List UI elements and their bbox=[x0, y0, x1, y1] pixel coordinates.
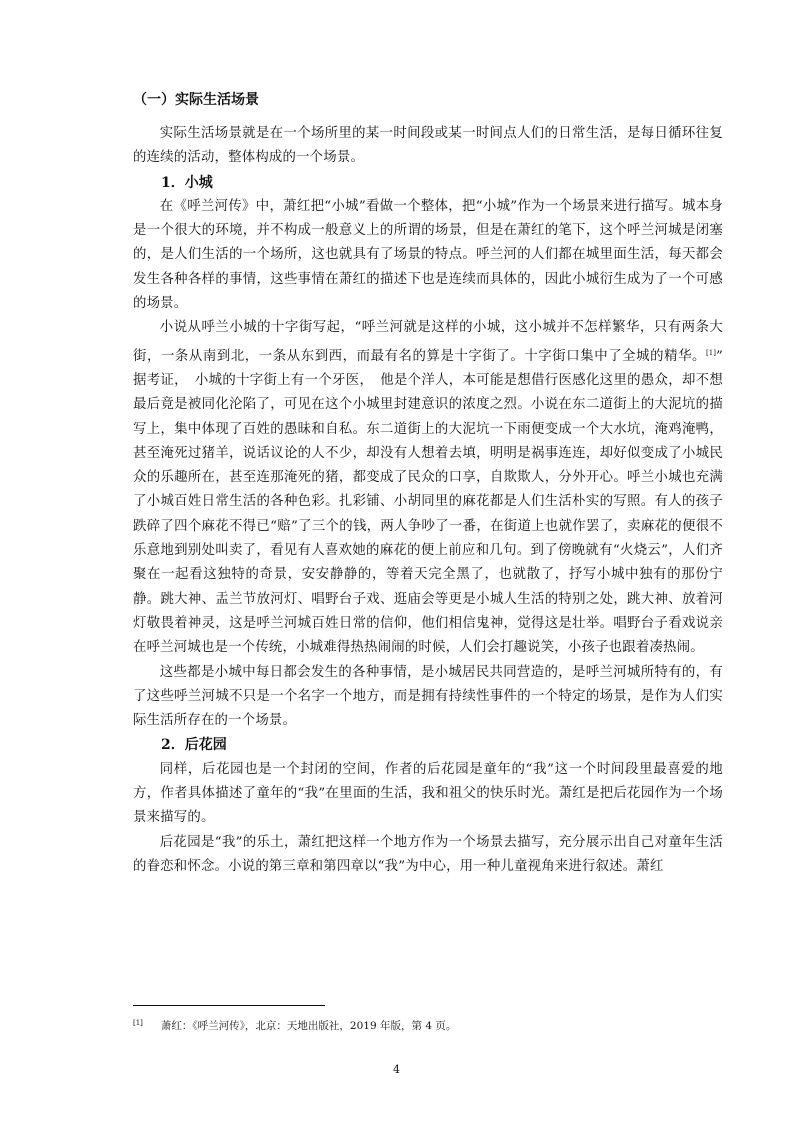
footnote-text: 萧红：《呼兰河传》，北京：天地出版社，2019 年版，第 4 页。 bbox=[160, 1020, 457, 1032]
paragraph-small-town-2-part-a: 小说从呼兰小城的十字街写起，“呼兰河就是这样的小城，这小城并不怎样繁华，只有两条大街，一条从南到北，一条从东到西，而最有名的算是十字街了。十字街口集中了全城的精华。 bbox=[133, 320, 723, 364]
page-body bbox=[133, 88, 737, 879]
intro-paragraph: 实际生活场景就是在一个场所里的某一时间段或某一时间点人们的日常生活，是每日循环往复的连续的活动，整体构成的一个场景。 bbox=[133, 126, 723, 166]
footnote-reference[interactable]: [1] bbox=[706, 348, 716, 357]
section-heading: （一）实际生活场景 bbox=[133, 92, 259, 108]
subheading-back-garden: 2．后花园 bbox=[161, 737, 227, 754]
paragraph-back-garden-1: 同样，后花园也是一个封闭的空间，作者的后花园是童年的“我”这一个时间段里最喜爱的地方，作者具体描述了童年的“我”在里面的生活，我和祖父的快乐时光。萧红是把后花园作为一个场景来描写的。 bbox=[133, 761, 723, 826]
page-number: 4 bbox=[393, 1063, 400, 1076]
subheading-small-town: 1．小城 bbox=[161, 174, 213, 191]
paragraph-small-town-2 bbox=[133, 316, 737, 660]
footnote-separator bbox=[133, 1005, 325, 1006]
footnote bbox=[133, 1015, 723, 1034]
paragraph-small-town-1: 在《呼兰河传》中，萧红把“小城”看做一个整体，把“小城”作为一个场景来进行描写。城本身是一个很大的环境，并不构成一般意义上的所谓的场景，但是在萧红的笔下，这个呼兰河城是闭塞的，是人们生活的一个场所，这也就具有了场景的特点。呼兰河的人们都在城里面生活，每天都会发生各种各样的事情，这些事情在萧红的描述下也是连续而具体的，因此小城衍生成为了一个可感的场景。 bbox=[133, 198, 723, 312]
paragraph-small-town-2-part-b: ” 据考证， 小城的十字街上有一个牙医， 他是个洋人，本可能是想借行医感化这里的愚众，却不想最后竟是被同化沦陷了，可见在这个小城里封建意识的浓度之烈。小说在东二道街上的大泥坑的描写上，集中体现了百姓的愚昧和自私。东二道街上的大泥坑一下雨便变成一个大水坑，淹鸡淹鸭，甚至淹死过猪羊，说话议论的人不少，却没有人想着去填，明明是祸事连连，却好似变成了小城民众的乐趣所在，甚至连那淹死的猪，都变成了民众的口享，自欺欺人，分外开心。呼兰小城也充满了小城百姓日常生活的各种色彩。扎彩铺、小胡同里的麻花都是人们生活朴实的写照。有人的孩子跌碎了四个麻花不得已“赔”了三个的钱，两人争吵了一番，在街道上也就作罢了，卖麻花的便很不乐意地到别处叫卖了，看见有人喜欢她的麻花的便上前应和几句。到了傍晚就有“火烧云”，人们齐聚在一起看这独特的奇景，安安静静的，等着天完全黑了，也就散了，抒写小城中独有的那份宁静。跳大神、盂兰节放河灯、唱野台子戏、逛庙会等更是小城人生活的特别之处，跳大神、放着河灯敬畏着神灵，这是呼兰河城百姓日常的信仰，他们相信鬼神，觉得这是壮举。唱野台子看戏说亲在呼兰河城也是一个传统，小城难得热热闹闹的时候，人们会打趣说笑，小孩子也跟着凑热闹。 bbox=[133, 348, 737, 656]
footnote-mark: [1] bbox=[133, 1019, 143, 1027]
paragraph-back-garden-2: 后花园是“我”的乐土，萧红把这样一个地方作为一个场景去描写，充分展示出自己对童年生活的眷恋和怀念。小说的第三章和第四章以“我”为中心，用一种儿童视角来进行叙述。萧红 bbox=[133, 834, 723, 874]
paragraph-small-town-3: 这些都是小城中每日都会发生的各种事情，是小城居民共同营造的，是呼兰河城所特有的，有了这些呼兰河城不只是一个名字一个地方，而是拥有持续性事件的一个特定的场景，是作为人们实际生活所存在的一个场景。 bbox=[133, 664, 723, 729]
